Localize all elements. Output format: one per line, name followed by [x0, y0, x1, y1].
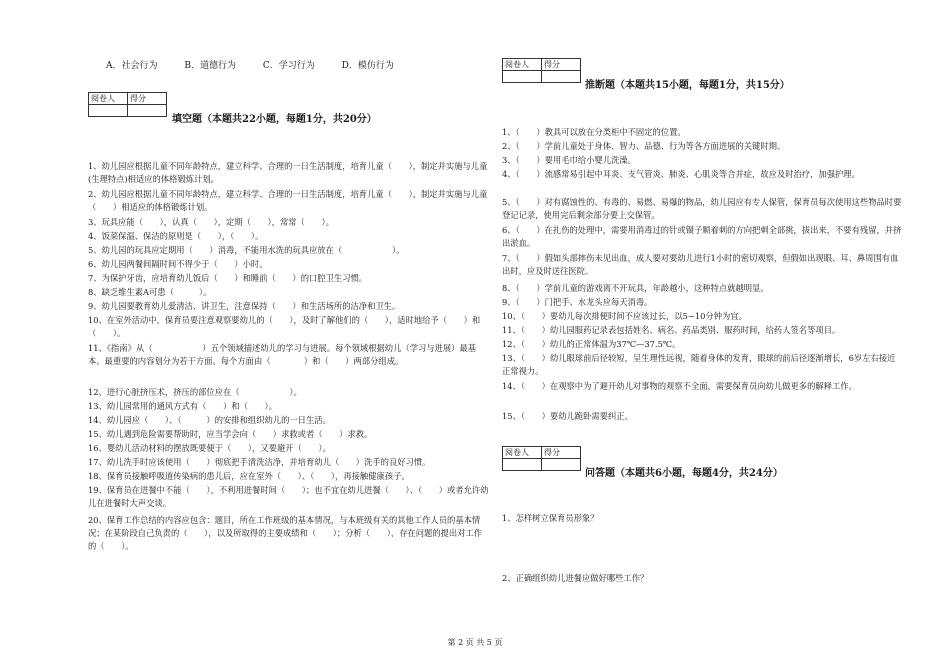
fill-item-14: 14、幼儿园应（ ）、（ ）的安排和组织幼儿的一日生活。 — [88, 415, 331, 425]
fill-item-4: 4、饭菜保温、保洁的原则是（ ），（ ）。 — [88, 231, 264, 241]
fill-item-5: 5、幼儿园的玩具应定期用（ ）消毒，不能用水洗的玩具应放在（ ）。 — [88, 245, 405, 255]
judge-item-9: 9、（ ）门把手、水龙头应每天消毒。 — [502, 297, 653, 307]
fill-item-16: 16、婴幼儿活动材料的摆放既要便于（ ），又要避开（ ）。 — [88, 443, 331, 453]
judge-item-8: 8、（ ）学前儿童的游戏离不开玩具，年龄越小，这种特点就越明显。 — [502, 283, 769, 293]
fill-item-12: 12、进行心脏挤压术，挤压的部位应在（ ）。 — [88, 387, 302, 397]
fill-item-19: 19、保育员在进餐中不能（ ），不利用进餐时间（ ）；也不宜在幼儿进餐（ ）、（ ）或者允许幼儿在进餐时大声交谈。 — [88, 485, 489, 508]
judge-item-7: 7、（ ）假如头部摔伤未见出血，成人要对要幼儿进行1小时的密切观察，但假如出现眼、耳、鼻周围有血出时，应及时送往医院。 — [502, 253, 899, 276]
qa-section-title: 问答题（本题共6小题，每题4分，共24分） — [585, 468, 783, 479]
fill-item-6: 6、幼儿园两餐间隔时间不得少于（ ）小时。 — [88, 259, 268, 269]
judge-item-2: 2、（ ）学前儿童处于身体、智力、品德、行为等各方面进展的关键时期。 — [502, 141, 786, 151]
fill-item-8: 8、缺乏维生素A可患（ ）。 — [88, 287, 212, 297]
reviewer-label: 阅卷人 — [89, 93, 128, 105]
score-label: 得分 — [542, 447, 581, 459]
fill-score-table — [88, 92, 167, 117]
fill-item-17: 17、幼儿洗手时应该使用（ ）彻底把手清洗洁净，并培育幼儿（ ）洗手的良好习惯。 — [88, 457, 431, 467]
fill-item-20: 20、保育工作总结的内容应包含：题目，所在工作班级的基本情况，与本班级有关的其他工作人员的基本情况；在某阶段自己负责的（ ），以及所取得的主要成绩和（ ）；分析（ ），存在问题的提出对工作的（ ）。 — [88, 515, 483, 551]
score-label: 得分 — [542, 59, 581, 71]
qa-score-table — [502, 446, 581, 471]
reviewer-cell — [503, 459, 542, 471]
option-b: B．道德行为 — [184, 61, 236, 71]
judge-item-5: 5、（ ）对有腐蚀性的、有毒的、易燃、易爆的物品，幼儿园应有专人保管，保育员每次使用这些物品时要登记记录，使用完后剩余部分要上交保管。 — [502, 197, 902, 220]
score-cell — [542, 459, 581, 471]
reviewer-label: 阅卷人 — [503, 59, 542, 71]
score-label: 得分 — [128, 93, 167, 105]
judge-item-13: 13、（ ）幼儿眼球前后径较短，呈生理性远视，随着身体的发育，眼球的前后径逐渐增长，6岁左右接近正常视力。 — [502, 353, 896, 376]
judge-section-title: 推断题（本题共15小题，每题1分，共15分） — [585, 80, 790, 91]
score-cell — [542, 71, 581, 83]
reviewer-label: 阅卷人 — [503, 447, 542, 459]
fill-item-3: 3、玩具应能（ ），认真（ ），定期（ ），常常（ ）。 — [88, 217, 334, 227]
option-d: D．模仿行为 — [341, 61, 394, 71]
judge-item-11: 11、（ ）幼儿园服药记录表包括姓名、病名、药品类别、服药时间，给药人签名等项目。 — [502, 325, 841, 335]
judge-item-6: 6、（ ）在扎伤的处理中，需要用消毒过的针或镊子顺着刺的方向把刺全部挑，拔出来，不要有残留，并挤出淤血。 — [502, 225, 902, 248]
reviewer-cell — [89, 105, 128, 117]
judge-item-10: 10、（ ）要幼儿每次排便时间不应该过长，以5~10分钟为宜。 — [502, 311, 747, 321]
fill-item-15: 15、幼儿遇到危险需要帮助时，应当学会向（ ）求救或者（ ）求救。 — [88, 429, 373, 439]
fill-item-11: 11、《指南》从（ ）五个领域描述幼儿的学习与进展。每个领域根据幼儿（学习与进展）最基本、最重要的内容划分为若干方面。每个方面由（ ）和（ ）两部分组成。 — [88, 343, 477, 366]
judge-item-12: 12、（ ）幼儿的正常体温为37℃—37.5℃。 — [502, 339, 681, 349]
fill-item-10: 10、在室外活动中，保育员要注意观察要幼儿的（ ），及时了解他们的（ ），适时地给予（ ）和（ ）。 — [88, 315, 481, 338]
option-a: A．社会行为 — [106, 61, 158, 71]
judge-score-table — [502, 58, 581, 83]
fill-item-2: 2、幼儿园应根据儿童不同年龄特点，建立科学、合理的一日生活制度，培育儿童（ ），制定并实施与儿童（ ）相适应的体格锻炼计划。 — [88, 189, 488, 212]
score-cell — [128, 105, 167, 117]
qa-item-1: 1、怎样树立保育员形象？ — [502, 513, 599, 523]
reviewer-cell — [503, 71, 542, 83]
judge-item-4: 4、（ ）流感常易引起中耳炎、支气管炎、肺炎、心肌炎等合并症，故应及时治疗，加强护理。 — [502, 169, 860, 179]
fill-item-9: 9、幼儿园要教育幼儿爱清洁、讲卫生，注意保持（ ）和生活场所的洁净和卫生。 — [88, 301, 401, 311]
fill-item-7: 7、为保护牙齿，应培育幼儿饭后（ ）和睡前（ ）的口腔卫生习惯。 — [88, 273, 368, 283]
judge-item-1: 1、（ ）教具可以放在分类柜中不固定的位置。 — [502, 127, 686, 137]
judge-item-14: 14、（ ）在观察中为了避开幼儿对事物的观察不全面，需要保育员向幼儿做更多的解释工作。 — [502, 381, 857, 391]
fill-item-18: 18、保育员接触呼吸道传染病的患儿后，应在室外（ ）、（ ），再接触健康孩子。 — [88, 471, 410, 481]
fill-section-title: 填空题（本题共22小题，每题1分，共20分） — [172, 114, 377, 125]
fill-item-1: 1、幼儿园应根据儿童不同年龄特点，建立科学、合理的一日生活制度，培育儿童（ ），制定并实施与儿童(生理特点)相适应的体格锻炼计划。 — [88, 161, 488, 184]
option-c: C．学习行为 — [262, 61, 315, 71]
judge-item-3: 3、（ ）要用毛巾给小婴儿洗澡。 — [502, 155, 636, 165]
qa-item-2: 2、正确组织幼儿进餐应做好哪些工作？ — [502, 573, 649, 583]
page-footer: 第 2 页 共 5 页 — [447, 638, 503, 647]
judge-item-15: 15、（ ）要幼儿跪卧需要纠正。 — [502, 411, 633, 421]
options-line — [106, 58, 418, 71]
fill-item-13: 13、幼儿园常用的通风方式有（ ）和（ ）。 — [88, 401, 277, 411]
